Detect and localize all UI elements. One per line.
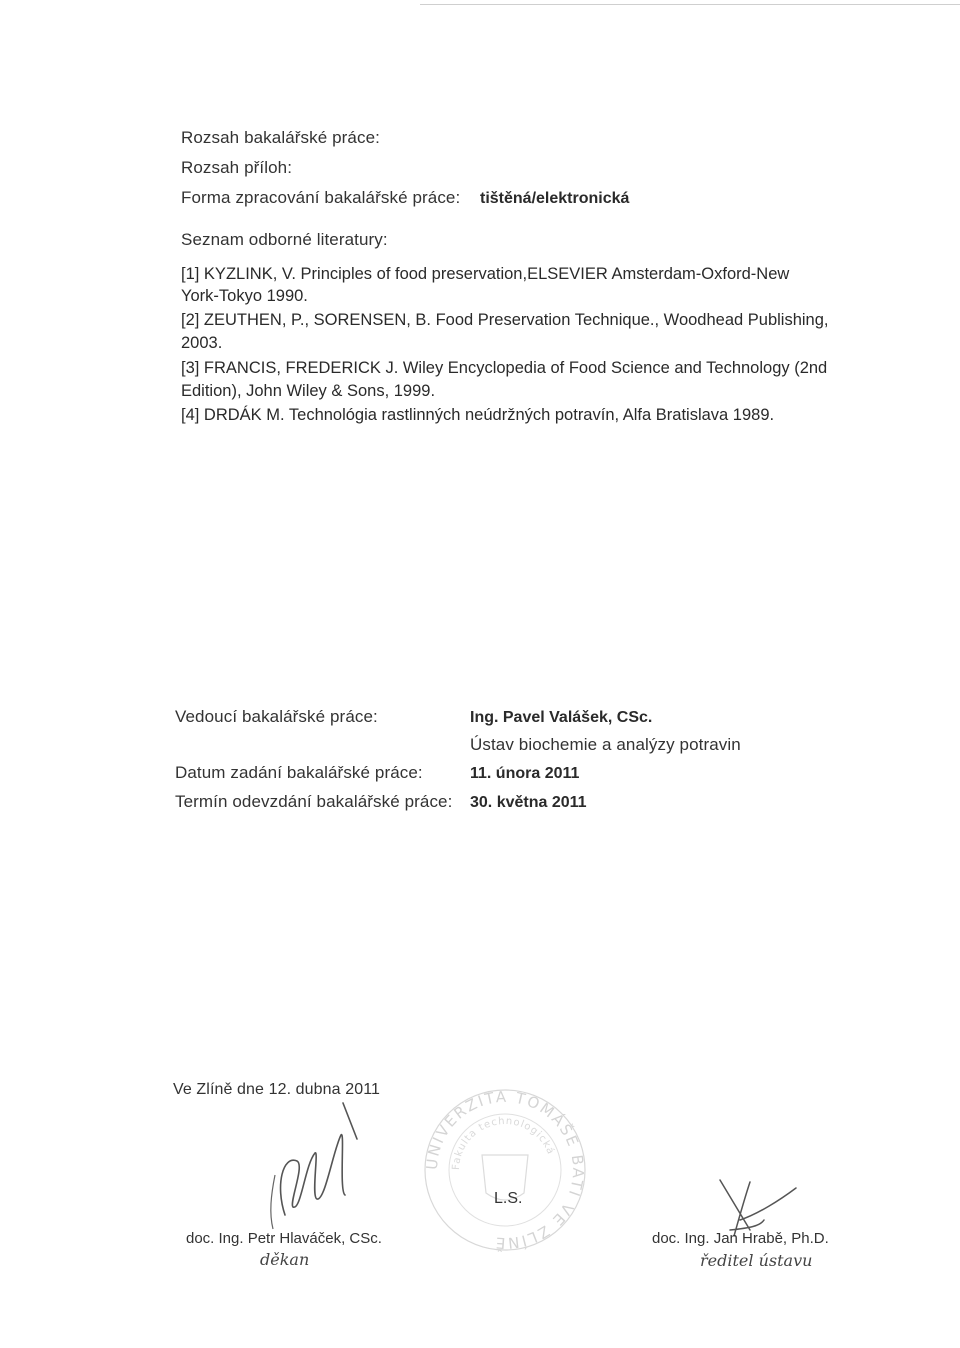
- institute-name: Ústav biochemie a analýzy potravin: [470, 735, 741, 754]
- reference-line: Edition), John Wiley & Sons, 1999.: [181, 382, 436, 400]
- appendix-label: Rozsah příloh:: [181, 158, 293, 177]
- university-seal: [420, 1085, 590, 1255]
- dean-signature: [245, 1095, 375, 1235]
- reference-line: [1] KYZLINK, V. Principles of food preservation,ELSEVIER Amsterdam-Oxford-New: [181, 265, 790, 283]
- svg-text:Fakulta technologická: [451, 1116, 557, 1170]
- form-value: tištěná/elektronická: [480, 190, 630, 207]
- due-label: Termín odevzdání bakalářské práce:: [175, 792, 453, 811]
- assigned-date: 11. února 2011: [470, 765, 580, 782]
- svg-text:UNIVERZITA TOMÁŠE BATI VE ZLÍN: [423, 1088, 587, 1253]
- dean-role: děkan: [260, 1250, 310, 1269]
- literature-heading: Seznam odborné literatury:: [181, 230, 388, 249]
- director-role: ředitel ústavu: [700, 1251, 813, 1270]
- reference-line: [2] ZEUTHEN, P., SORENSEN, B. Food Preservation Technique., Woodhead Publishing,: [181, 311, 829, 329]
- form-label: Forma zpracování bakalářské práce:: [181, 188, 461, 207]
- supervisor-name: Ing. Pavel Valášek, CSc.: [470, 709, 653, 726]
- assigned-label: Datum zadání bakalářské práce:: [175, 763, 423, 782]
- scan-edge-line: [420, 4, 960, 5]
- seal-ring-text: UNIVERZITA TOMÁŠE BATI VE ZLÍNĚ: [422, 1087, 588, 1253]
- dean-name: doc. Ing. Petr Hlaváček, CSc.: [186, 1230, 382, 1247]
- seal-inner-text: Fakulta technologická: [450, 1115, 557, 1171]
- reference-line: York-Tokyo 1990.: [181, 287, 308, 305]
- seal-ls-text: L.S.: [494, 1190, 523, 1207]
- director-name: doc. Ing. Jan Hrabě, Ph.D.: [652, 1230, 829, 1247]
- scope-label: Rozsah bakalářské práce:: [181, 128, 380, 147]
- due-date: 30. května 2011: [470, 794, 587, 811]
- place-date: Ve Zlíně dne 12. dubna 2011: [173, 1081, 381, 1098]
- reference-line: [3] FRANCIS, FREDERICK J. Wiley Encyclopedia of Food Science and Technology (2nd: [181, 359, 828, 377]
- reference-line: [4] DRDÁK M. Technológia rastlinných neúdržných potravín, Alfa Bratislava 1989.: [181, 406, 775, 424]
- supervisor-label: Vedoucí bakalářské práce:: [175, 707, 378, 726]
- reference-line: 2003.: [181, 334, 223, 352]
